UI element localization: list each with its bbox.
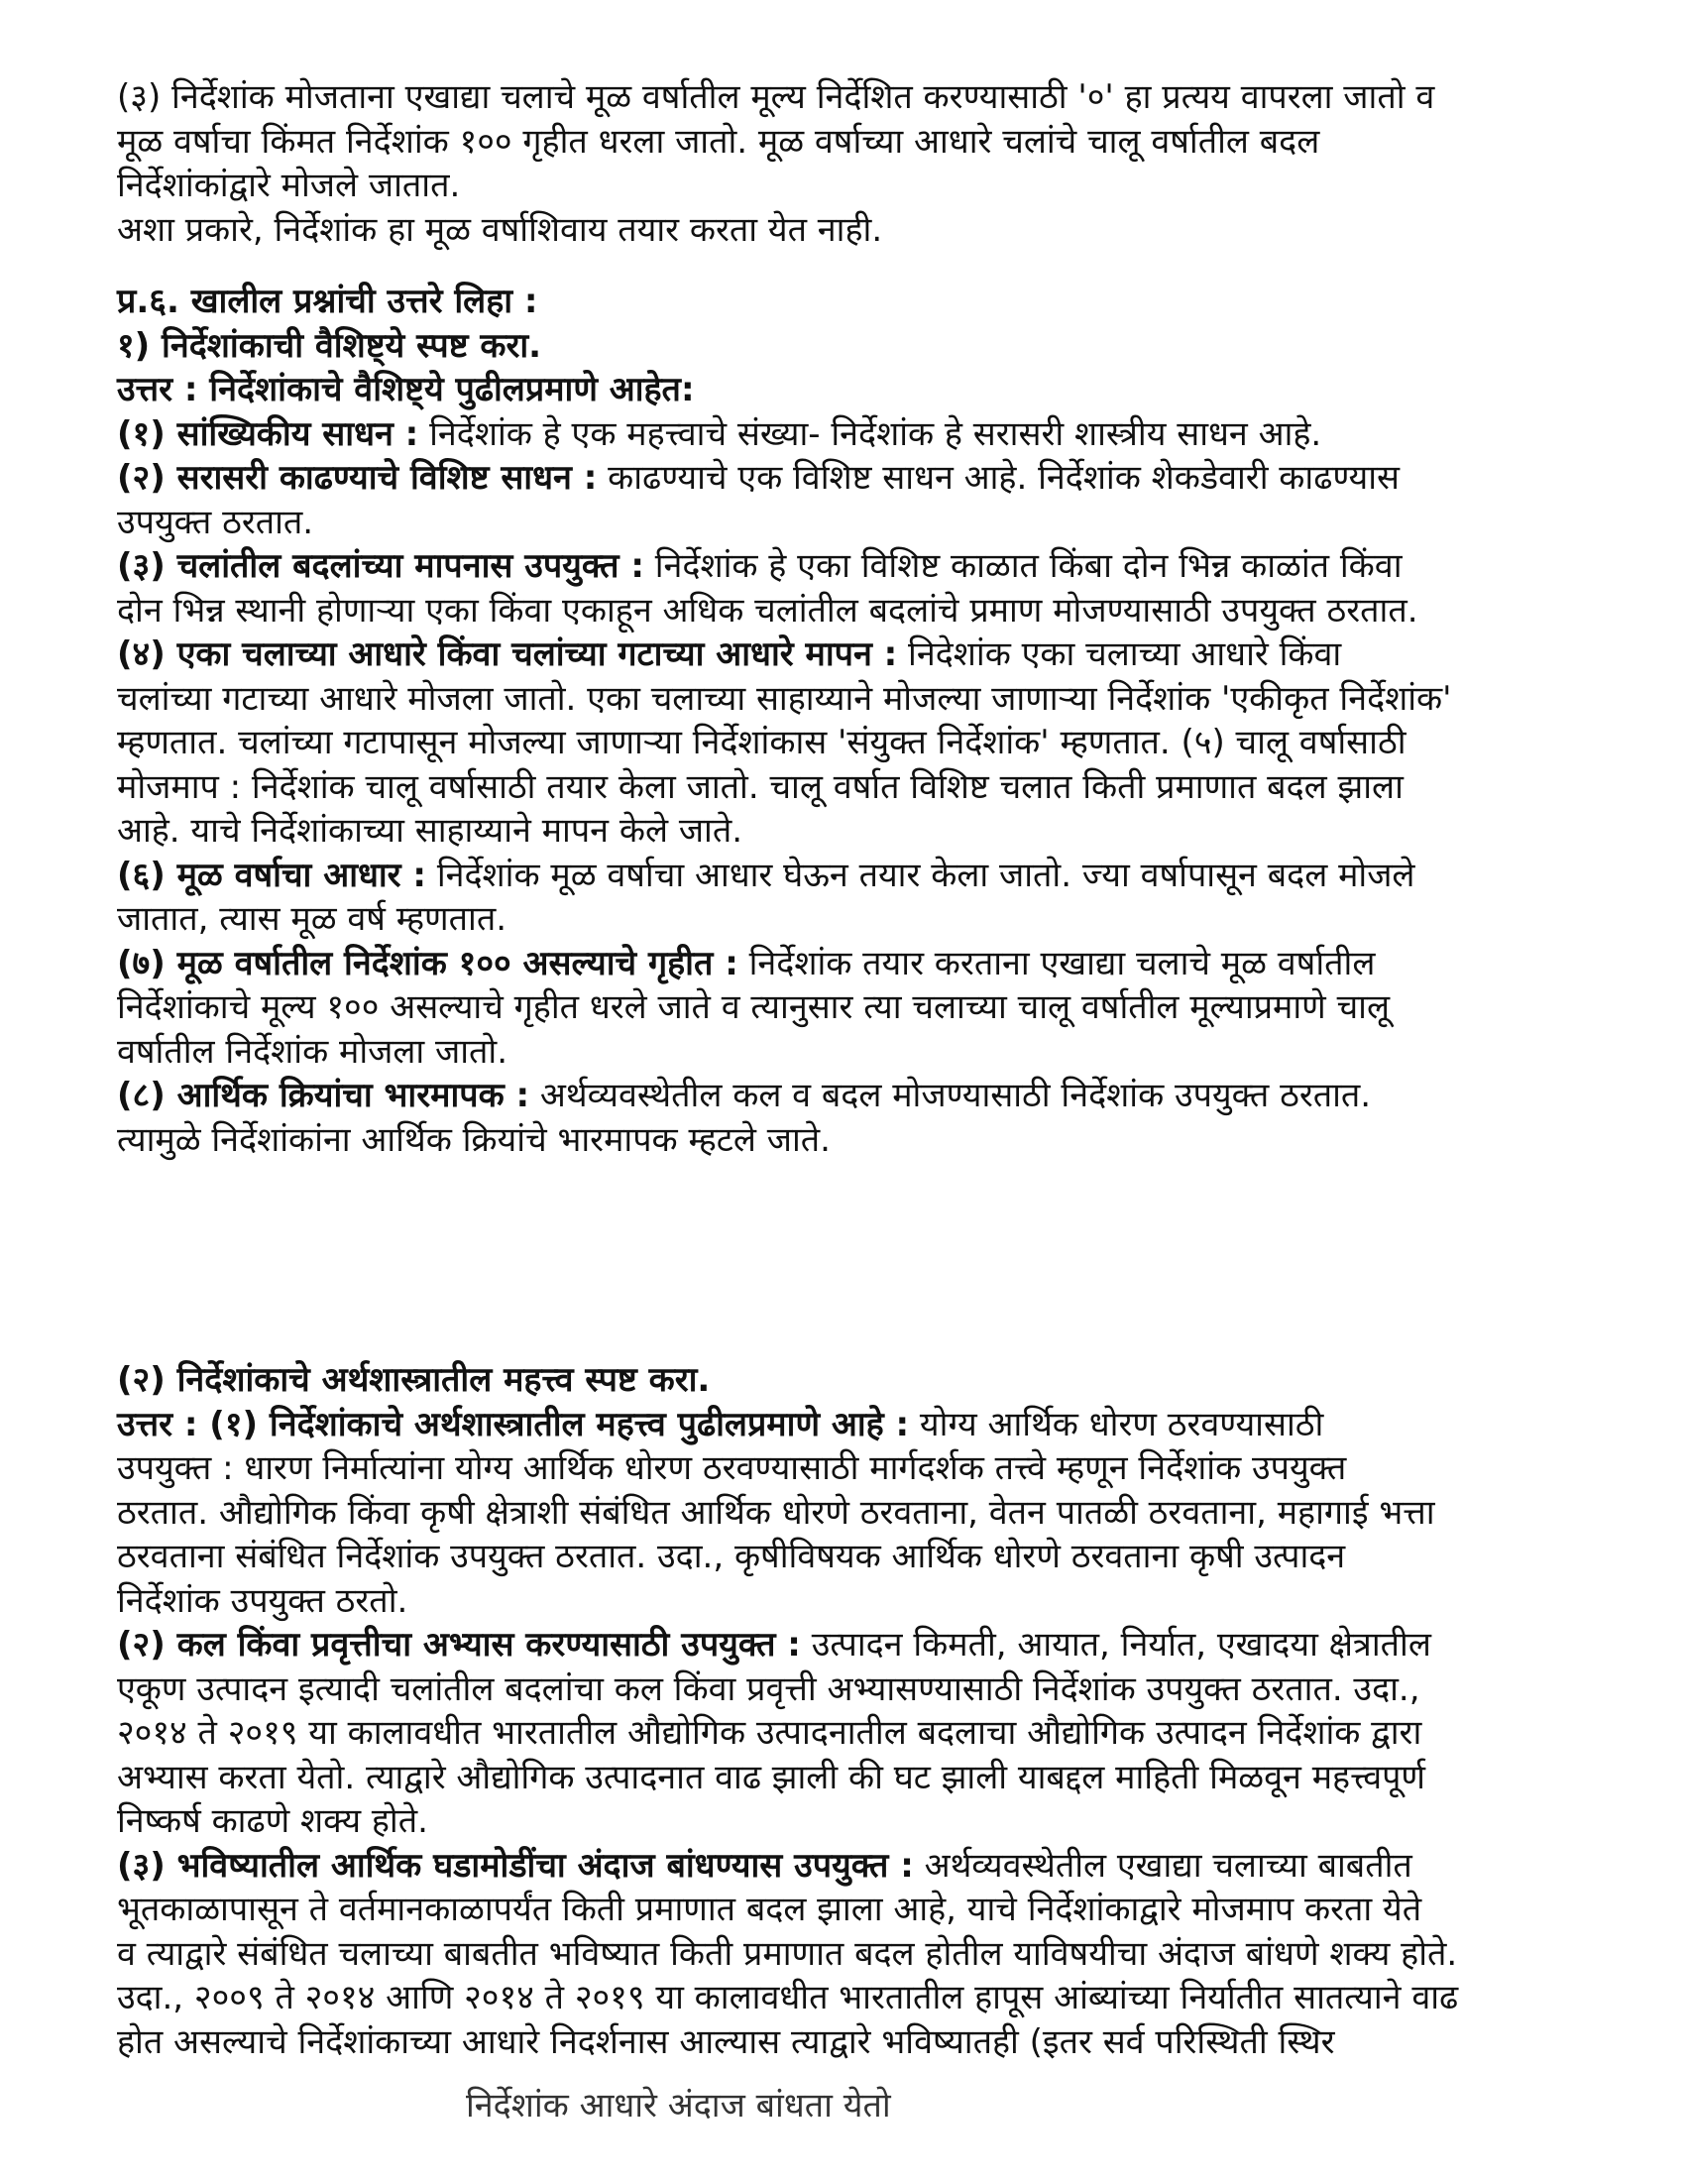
point-text: काढण्याचे एक विशिष्ट साधन आहे. निर्देशांक शेकडेवारी काढण्यास <box>597 458 1401 498</box>
point-title: (१) सांख्यिकीय साधन : <box>117 413 419 454</box>
point-8 <box>117 1074 1584 1118</box>
point-4 <box>117 632 1584 677</box>
point-text: उत्पादन किमती, आयात, निर्यात, एखादया क्षेत्रातील <box>800 1625 1431 1665</box>
point-1 <box>117 412 1584 457</box>
text-line: निर्देशांकांद्वारे मोजले जातात. <box>117 166 461 205</box>
sub-question: १) निर्देशांकाची वैशिष्ट्ये स्पष्ट करा. <box>117 325 542 366</box>
text-line: वर्षातील निर्देशांक मोजला जातो. <box>117 1031 508 1072</box>
answer-point-3 <box>117 1844 1584 1889</box>
point-title: (२) सरासरी काढण्याचे विशिष्ट साधन : <box>117 458 598 498</box>
cut-off-text-fragment <box>466 2086 1110 2127</box>
text-line: मूळ वर्षाचा किंमत निर्देशांक १०० गृहीत धरला जातो. मूळ वर्षाच्या आधारे चलांचे चालू वर्षातील बदल <box>117 121 1320 162</box>
text-line: अभ्यास करता येतो. त्याद्वारे औद्योगिक उत्पादनात वाढ झाली की घट झाली याबद्दल माहिती मिळवून महत्त्वपूर्ण <box>117 1757 1426 1797</box>
point-text: योग्य आर्थिक धोरण ठरवण्यासाठी <box>909 1404 1324 1444</box>
answer-point-1 <box>117 1403 1584 1447</box>
point-3 <box>117 544 1584 589</box>
text-line: म्हणतात. चलांच्या गटापासून मोजल्या जाणाऱ्या निर्देशांकास 'संयुक्त निर्देशांक' म्हणतात. (५) चालू वर्षासाठी <box>117 723 1407 762</box>
text-line: आहे. याचे निर्देशांकाच्या साहाय्याने मापन केले जाते. <box>117 811 743 851</box>
text-line: मोजमाप : निर्देशांक चालू वर्षासाठी तयार केला जातो. चालू वर्षात विशिष्ट चलात किती प्रमाणात बदल झाला <box>117 766 1404 807</box>
text-line: भूतकाळापासून ते वर्तमानकाळापर्यंत किती प्रमाणात बदल झाला आहे, याचे निर्देशांकाद्वारे मोजमाप करता येते <box>117 1890 1422 1929</box>
cut-off-glyphs: निर्देशांक आधारे अंदाज बांधता येतो <box>466 2086 891 2126</box>
point-7 <box>117 942 1584 986</box>
point-text: निर्देशांक हे एक महत्त्वाचे संख्या- निर्देशांक हे सरासरी शास्त्रीय साधन आहे. <box>418 413 1322 454</box>
point-text: निर्देशांक मूळ वर्षाचा आधार घेऊन तयार केला जातो. ज्या वर्षापासून बदल मोजले <box>426 855 1415 895</box>
point-title: (६) मूळ वर्षाचा आधार : <box>117 855 427 895</box>
text-line: चलांच्या गटाच्या आधारे मोजला जातो. एका चलाच्या साहाय्याने मोजल्या जाणाऱ्या निर्देशांक 'एकीकृत निर्देशांक' <box>117 678 1452 719</box>
question-heading: प्र.६. खालील प्रश्नांची उत्तरे लिहा : <box>117 282 538 321</box>
point-title: उत्तर : (१) निर्देशांकाचे अर्थशास्त्रातील महत्त्व पुढीलप्रमाणे आहे : <box>117 1404 910 1444</box>
point-text: निर्देशांक तयार करताना एखाद्या चलाचे मूळ वर्षातील <box>737 943 1376 983</box>
text-line: एकूण उत्पादन इत्यादी चलांतील बदलांचा कल किंवा प्रवृत्ती अभ्यासण्यासाठी निर्देशांक उपयुक्त ठरतात. उदा., <box>117 1668 1420 1709</box>
point-2 <box>117 456 1584 501</box>
point-title: (२) कल किंवा प्रवृत्तीचा अभ्यास करण्यासाठी उपयुक्त : <box>117 1625 801 1665</box>
text-line: (३) निर्देशांक मोजताना एखाद्या चलाचे मूळ वर्षातील मूल्य निर्देशित करण्यासाठी '०' हा प्रत्यय वापरला जातो व <box>117 77 1435 117</box>
text-line: निष्कर्ष काढणे शक्य होते. <box>117 1801 428 1841</box>
point-title: (३) चलांतील बदलांच्या मापनास उपयुक्त : <box>117 546 644 586</box>
point-text: निर्देशांक हे एका विशिष्ट काळात किंबा दोन भिन्न काळांत किंवा <box>643 546 1403 586</box>
text-line: अशा प्रकारे, निर्देशांक हा मूळ वर्षाशिवाय तयार करता येत नाही. <box>117 209 883 250</box>
point-title: (३) भविष्यातील आर्थिक घडामोडींचा अंदाज बांधण्यास उपयुक्त : <box>117 1845 914 1886</box>
answer-point-2 <box>117 1623 1584 1667</box>
point-title: (८) आर्थिक क्रियांचा भारमापक : <box>117 1076 530 1115</box>
text-line: होत असल्याचे निर्देशांकाच्या आधारे निदर्शनास आल्यास त्याद्वारे भविष्यातही (इतर सर्व परिस्थिती स्थिर <box>117 2021 1335 2062</box>
text-line: २०१४ ते २०१९ या कालावधीत भारतातील औद्योगिक उत्पादनातील बदलाचा औद्योगिक उत्पादन निर्देशांक द्वारा <box>117 1713 1422 1753</box>
text-line: ठरवताना संबंधित निर्देशांक उपयुक्त ठरतात. उदा., कृषीविषयक आर्थिक धोरणे ठरवताना कृषी उत्पादन <box>117 1537 1346 1576</box>
text-line: निर्देशांक उपयुक्त ठरतो. <box>117 1580 408 1621</box>
text-line: दोन भिन्न स्थानी होणाऱ्या एका किंवा एकाहून अधिक चलांतील बदलांचे प्रमाण मोजण्यासाठी उपयुक्त ठरतात. <box>117 590 1418 631</box>
text-line: व त्याद्वारे संबंधित चलाच्या बाबतीत भविष्यात किती प्रमाणात बदल होतील याविषयीचा अंदाज बांधणे शक्य होते. <box>117 1933 1458 1974</box>
point-text: अर्थव्यवस्थेतील एखाद्या चलाच्या बाबतीत <box>913 1845 1412 1886</box>
point-title: (७) मूळ वर्षातील निर्देशांक १०० असल्याचे गृहीत : <box>117 943 738 983</box>
point-text: अर्थव्यवस्थेतील कल व बदल मोजण्यासाठी निर्देशांक उपयुक्त ठरतात. <box>529 1076 1372 1115</box>
text-line: त्यामुळे निर्देशांकांना आर्थिक क्रियांचे भारमापक म्हटले जाते. <box>117 1119 831 1160</box>
question-heading: (२) निर्देशांकाचे अर्थशास्त्रातील महत्त्व स्पष्ट करा. <box>117 1360 711 1400</box>
text-line: निर्देशांकाचे मूल्य १०० असल्याचे गृहीत धरले जाते व त्यानुसार त्या चलाच्या चालू वर्षातील मूल्याप्रमाणे चालू <box>117 987 1391 1027</box>
point-6 <box>117 854 1584 898</box>
answer-intro: उत्तर : निर्देशांकाचे वैशिष्ट्ये पुढीलप्रमाणे आहेत: <box>117 370 695 409</box>
text-line: उपयुक्त ठरतात. <box>117 502 314 542</box>
text-line: उपयुक्त : धारण निर्मात्यांना योग्य आर्थिक धोरण ठरवण्यासाठी मार्गदर्शक तत्त्वे म्हणून निर्देशांक उपयुक्त <box>117 1448 1347 1488</box>
question-6-block <box>117 280 1584 1162</box>
intro-block <box>117 75 1584 252</box>
point-title: (४) एका चलाच्या आधारे किंवा चलांच्या गटाच्या आधारे मापन : <box>117 634 898 674</box>
text-line: ठरतात. औद्योगिक किंवा कृषी क्षेत्राशी संबंधित आर्थिक धोरणे ठरवताना, वेतन पातळी ठरवताना, महागाई भत्ता <box>117 1492 1435 1533</box>
point-text: निदेशांक एका चलाच्या आधारे किंवा <box>897 634 1342 674</box>
question-2-block <box>117 1358 1584 2064</box>
text-line: जातात, त्यास मूळ वर्ष म्हणतात. <box>117 899 507 939</box>
text-line: उदा., २००९ ते २०१४ आणि २०१४ ते २०१९ या कालावधीत भारतातील हापूस आंब्यांच्या निर्यातीत सातत्याने वाढ <box>117 1978 1459 2017</box>
